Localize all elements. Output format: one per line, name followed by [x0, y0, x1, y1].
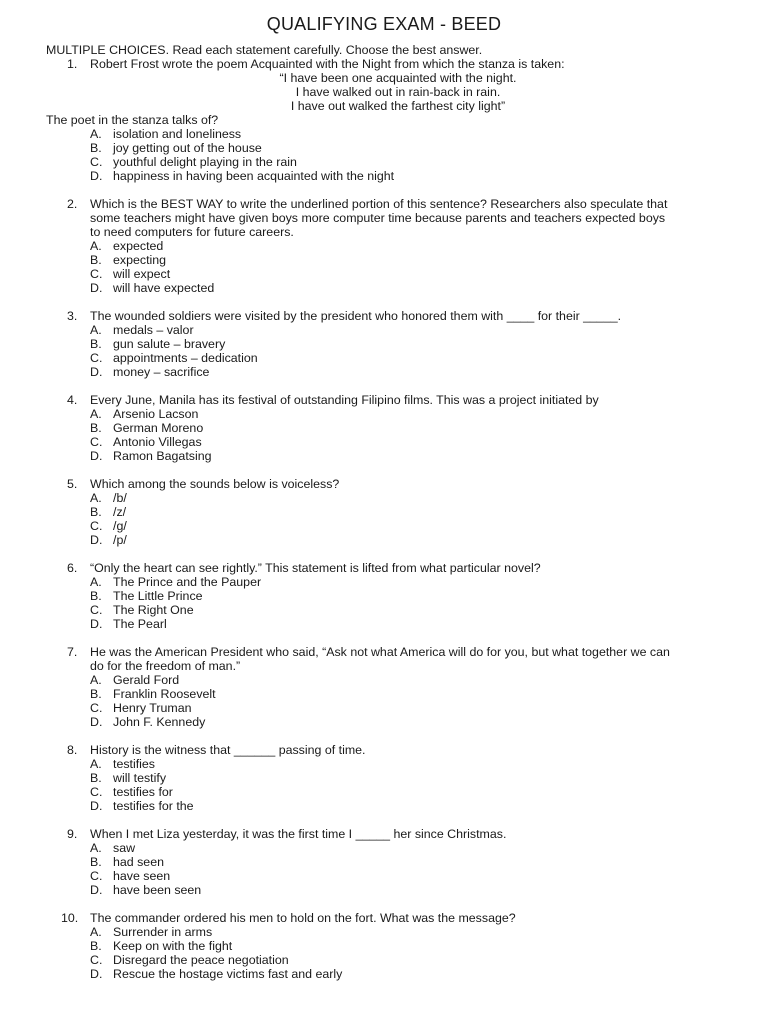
- option-c[interactable]: [0, 603, 768, 617]
- option-text: have seen: [113, 869, 171, 883]
- question-text: When I met Liza yesterday, it was the first time I _____ her since Christmas.: [90, 827, 507, 841]
- question-9: [0, 827, 768, 897]
- question-text: The commander ordered his men to hold on the fort. What was the message?: [90, 911, 516, 925]
- option-d[interactable]: [0, 449, 768, 463]
- option-text: expected: [113, 239, 164, 253]
- option-c[interactable]: [0, 953, 768, 967]
- option-b[interactable]: [0, 855, 768, 869]
- option-letter: A.: [90, 673, 102, 687]
- option-c[interactable]: [0, 519, 768, 533]
- option-b[interactable]: [0, 939, 768, 953]
- option-letter: D.: [90, 169, 103, 183]
- option-text: isolation and loneliness: [113, 127, 242, 141]
- question-number: 8.: [67, 743, 78, 757]
- option-letter: D.: [90, 715, 103, 729]
- option-letter: B.: [90, 771, 102, 785]
- option-c[interactable]: [0, 435, 768, 449]
- question-number: 9.: [67, 827, 78, 841]
- option-text: Keep on with the fight: [113, 939, 233, 953]
- option-text: Henry Truman: [113, 701, 192, 715]
- option-c[interactable]: [0, 701, 768, 715]
- option-letter: A.: [90, 757, 102, 771]
- option-c[interactable]: [0, 155, 768, 169]
- question-text: Every June, Manila has its festival of outstanding Filipino films. This was a project initiated by: [90, 393, 599, 407]
- option-text: /z/: [113, 505, 127, 519]
- question-text-line: He was the American President who said, “Ask not what America will do for you, but what together we can: [90, 645, 670, 659]
- option-a[interactable]: [0, 841, 768, 855]
- option-text: testifies for: [113, 785, 173, 799]
- option-d[interactable]: [0, 967, 768, 981]
- option-letter: B.: [90, 687, 102, 701]
- option-letter: B.: [90, 589, 102, 603]
- question-number: 3.: [67, 309, 78, 323]
- option-letter: D.: [90, 449, 103, 463]
- option-text: John F. Kennedy: [113, 715, 206, 729]
- option-text: Franklin Roosevelt: [113, 687, 216, 701]
- option-b[interactable]: [0, 421, 768, 435]
- option-text: The Prince and the Pauper: [113, 575, 262, 589]
- option-letter: D.: [90, 799, 103, 813]
- option-b[interactable]: [0, 141, 768, 155]
- option-text: testifies: [113, 757, 156, 771]
- option-letter: C.: [90, 435, 103, 449]
- option-c[interactable]: [0, 351, 768, 365]
- option-c[interactable]: [0, 785, 768, 799]
- option-letter: D.: [90, 365, 103, 379]
- option-d[interactable]: [0, 281, 768, 295]
- option-text: will expect: [113, 267, 171, 281]
- option-d[interactable]: [0, 617, 768, 631]
- option-letter: A.: [90, 575, 102, 589]
- option-b[interactable]: [0, 687, 768, 701]
- option-text: Disregard the peace negotiation: [113, 953, 289, 967]
- option-text: Antonio Villegas: [113, 435, 202, 449]
- option-b[interactable]: [0, 589, 768, 603]
- option-d[interactable]: [0, 799, 768, 813]
- question-number: 2.: [67, 197, 78, 211]
- question-3: [0, 309, 768, 379]
- option-text: Surrender in arms: [113, 925, 213, 939]
- option-text: have been seen: [113, 883, 202, 897]
- question-10: [0, 911, 768, 981]
- question-6: [0, 561, 768, 631]
- question-8: [0, 743, 768, 813]
- option-letter: C.: [90, 785, 103, 799]
- quote-line: I have walked out in rain-back in rain.: [295, 85, 501, 99]
- quote-line: I have out walked the farthest city light”: [290, 99, 506, 113]
- option-text: Ramon Bagatsing: [113, 449, 212, 463]
- option-letter: B.: [90, 421, 102, 435]
- option-b[interactable]: [0, 505, 768, 519]
- option-a[interactable]: [0, 127, 768, 141]
- option-text: Arsenio Lacson: [113, 407, 199, 421]
- option-letter: C.: [90, 155, 103, 169]
- option-text: Gerald Ford: [113, 673, 180, 687]
- option-letter: A.: [90, 925, 102, 939]
- option-letter: D.: [90, 883, 103, 897]
- question-number: 1.: [67, 57, 78, 71]
- question-text: “Only the heart can see rightly.” This statement is lifted from what particular novel?: [90, 561, 541, 575]
- question-text-line: to need computers for future careers.: [90, 225, 294, 239]
- option-text: The Right One: [113, 603, 194, 617]
- option-text: appointments – dedication: [113, 351, 258, 365]
- option-letter: C.: [90, 953, 103, 967]
- question-stem: The poet in the stanza talks of?: [46, 113, 219, 127]
- option-text: /g/: [113, 519, 127, 533]
- option-a[interactable]: [0, 673, 768, 687]
- option-letter: B.: [90, 337, 102, 351]
- option-text: gun salute – bravery: [113, 337, 226, 351]
- option-b[interactable]: [0, 771, 768, 785]
- instructions: MULTIPLE CHOICES. Read each statement carefully. Choose the best answer.: [46, 43, 483, 57]
- question-text: History is the witness that ______ passing of time.: [90, 743, 366, 757]
- option-a[interactable]: [0, 491, 768, 505]
- option-letter: A.: [90, 841, 102, 855]
- question-4: [0, 393, 768, 463]
- option-letter: C.: [90, 519, 103, 533]
- option-text: joy getting out of the house: [113, 141, 262, 155]
- option-text: had seen: [113, 855, 164, 869]
- option-letter: A.: [90, 127, 102, 141]
- option-letter: A.: [90, 323, 102, 337]
- option-text: youthful delight playing in the rain: [113, 155, 297, 169]
- option-letter: B.: [90, 939, 102, 953]
- question-7: [0, 645, 768, 729]
- option-letter: C.: [90, 351, 103, 365]
- exam-body: [0, 43, 768, 981]
- option-a[interactable]: [0, 757, 768, 771]
- option-a[interactable]: [0, 407, 768, 421]
- option-letter: B.: [90, 855, 102, 869]
- option-text: expecting: [113, 253, 167, 267]
- option-letter: A.: [90, 407, 102, 421]
- question-text-line: some teachers might have given boys more computer time because parents and teachers expected boys: [90, 211, 666, 225]
- option-letter: B.: [90, 505, 102, 519]
- question-text: Robert Frost wrote the poem Acquainted with the Night from which the stanza is taken:: [90, 57, 565, 71]
- option-letter: D.: [90, 533, 103, 547]
- option-d[interactable]: [0, 533, 768, 547]
- option-text: testifies for the: [113, 799, 194, 813]
- option-text: money – sacrifice: [113, 365, 210, 379]
- option-letter: C.: [90, 603, 103, 617]
- option-text: medals – valor: [113, 323, 194, 337]
- option-text: German Moreno: [113, 421, 204, 435]
- option-letter: C.: [90, 267, 103, 281]
- option-letter: A.: [90, 491, 102, 505]
- question-text-line: do for the freedom of man.”: [90, 659, 241, 673]
- question-number: 7.: [67, 645, 78, 659]
- page-title: QUALIFYING EXAM - BEED: [266, 14, 502, 34]
- option-text: The Pearl: [113, 617, 167, 631]
- option-d[interactable]: [0, 883, 768, 897]
- quote-line: “I have been one acquainted with the night.: [279, 71, 517, 85]
- option-text: saw: [113, 841, 136, 855]
- question-text: The wounded soldiers were visited by the president who honored them with ____ for their _____.: [90, 309, 622, 323]
- option-b[interactable]: [0, 337, 768, 351]
- option-text: The Little Prince: [113, 589, 203, 603]
- option-letter: D.: [90, 967, 103, 981]
- option-text: will testify: [113, 771, 167, 785]
- question-number: 6.: [67, 561, 78, 575]
- option-c[interactable]: [0, 267, 768, 281]
- option-letter: C.: [90, 701, 103, 715]
- question-number: 10.: [61, 911, 79, 925]
- option-text: Rescue the hostage victims fast and early: [113, 967, 343, 981]
- option-letter: C.: [90, 869, 103, 883]
- question-text-line: Which is the BEST WAY to write the underlined portion of this sentence? Researchers also speculate that: [90, 197, 668, 211]
- option-d[interactable]: [0, 365, 768, 379]
- option-c[interactable]: [0, 869, 768, 883]
- option-letter: D.: [90, 617, 103, 631]
- question-2: [0, 197, 768, 295]
- option-d[interactable]: [0, 169, 768, 183]
- option-a[interactable]: [0, 239, 768, 253]
- question-number: 4.: [67, 393, 78, 407]
- option-letter: B.: [90, 253, 102, 267]
- option-a[interactable]: [0, 575, 768, 589]
- option-letter: B.: [90, 141, 102, 155]
- question-5: [0, 477, 768, 547]
- question-text: Which among the sounds below is voiceless?: [90, 477, 340, 491]
- option-a[interactable]: [0, 323, 768, 337]
- option-text: happiness in having been acquainted with the night: [113, 169, 395, 183]
- option-d[interactable]: [0, 715, 768, 729]
- option-text: will have expected: [113, 281, 215, 295]
- option-b[interactable]: [0, 253, 768, 267]
- option-text: /p/: [113, 533, 127, 547]
- option-a[interactable]: [0, 925, 768, 939]
- option-letter: D.: [90, 281, 103, 295]
- option-letter: A.: [90, 239, 102, 253]
- question-number: 5.: [67, 477, 78, 491]
- option-text: /b/: [113, 491, 127, 505]
- question-1: [0, 57, 768, 183]
